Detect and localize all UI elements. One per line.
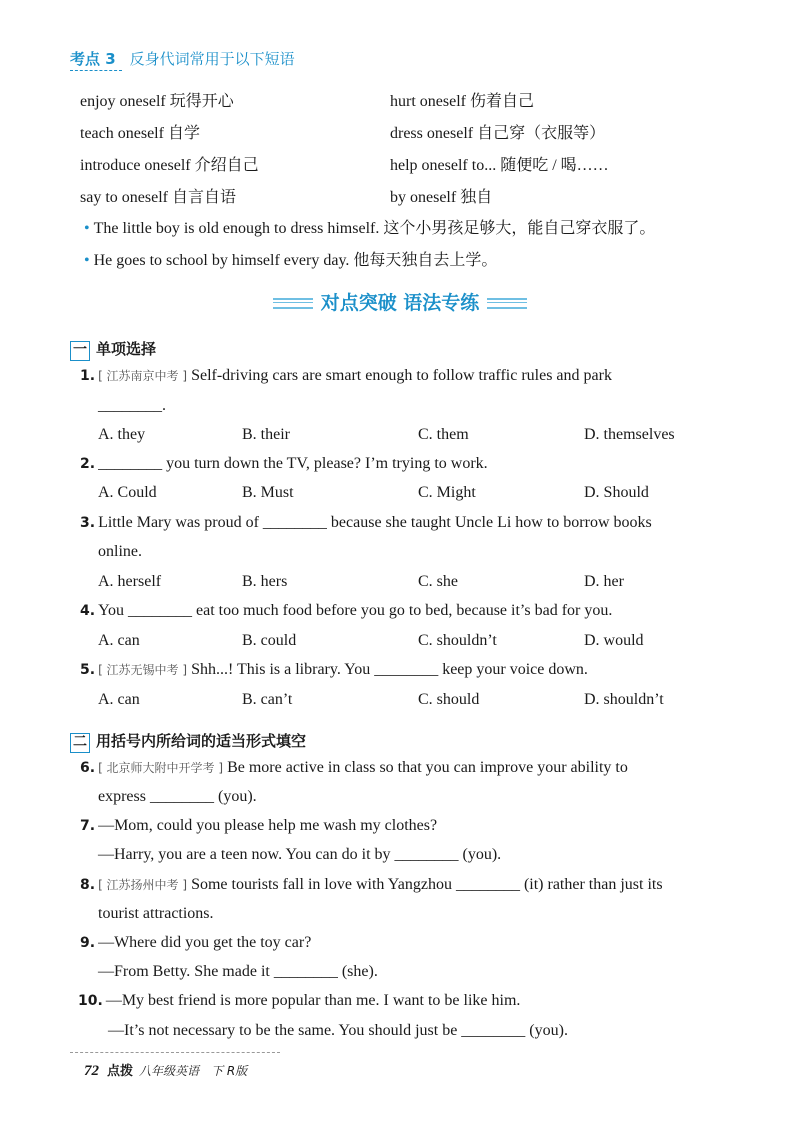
option[interactable]: B. hers bbox=[242, 573, 288, 590]
question-source: [ 江苏南京中考 ] bbox=[98, 369, 188, 383]
option[interactable]: D. would bbox=[584, 632, 644, 649]
option[interactable]: B. their bbox=[242, 426, 290, 443]
kaodian-underline bbox=[70, 70, 122, 71]
phrase-item: say to oneself 自言自语 bbox=[80, 189, 236, 206]
question-4: 4. You ________ eat too much food before you go to bed, because it’s bad for you. bbox=[80, 602, 613, 619]
phrase-item: teach oneself 自学 bbox=[80, 125, 200, 142]
footer-divider bbox=[70, 1052, 280, 1053]
example-sentence: • He goes to school by himself every day. 他每天独自去上学。 bbox=[84, 252, 498, 269]
question-3-line2: online. bbox=[98, 543, 142, 560]
question-10-line2: —It’s not necessary to be the same. You should just be ________ (you). bbox=[108, 1022, 568, 1039]
page-footer bbox=[84, 1060, 247, 1080]
option[interactable]: A. herself bbox=[98, 573, 162, 590]
option[interactable]: C. she bbox=[418, 573, 458, 590]
option[interactable]: D. themselves bbox=[584, 426, 675, 443]
option[interactable]: C. shouldn’t bbox=[418, 632, 497, 649]
question-8: 8. [ 江苏扬州中考 ] Some tourists fall in love with Yangzhou ________ (it) rather than just its bbox=[80, 876, 663, 893]
part-number-box: 一 bbox=[70, 341, 90, 361]
phrase-item: hurt oneself 伤着自己 bbox=[390, 93, 534, 110]
question-1-line2: ________. bbox=[98, 397, 166, 414]
question-5: 5. [ 江苏无锡中考 ] Shh...! This is a library. You ________ keep your voice down. bbox=[80, 661, 588, 678]
bullet-icon: • bbox=[84, 252, 90, 269]
option[interactable]: D. her bbox=[584, 573, 624, 590]
question-1: 1. [ 江苏南京中考 ] Self-driving cars are smart enough to follow traffic rules and park bbox=[80, 367, 612, 384]
question-3: 3. Little Mary was proud of ________ because she taught Uncle Li how to borrow books bbox=[80, 514, 652, 531]
part-heading bbox=[70, 730, 306, 753]
book-grade: 八年级英语 下 R版 bbox=[139, 1064, 248, 1078]
kaodian-heading bbox=[70, 48, 295, 69]
option[interactable]: A. they bbox=[98, 426, 146, 443]
option[interactable]: B. could bbox=[242, 632, 297, 649]
option[interactable]: C. should bbox=[418, 691, 480, 708]
option[interactable]: A. can bbox=[98, 691, 140, 708]
question-source: [ 北京师大附中开学考 ] bbox=[98, 761, 224, 775]
option[interactable]: B. can’t bbox=[242, 691, 293, 708]
question-7-line2: —Harry, you are a teen now. You can do it by ________ (you). bbox=[98, 846, 502, 863]
part-number-box: 二 bbox=[70, 733, 90, 753]
decorative-bars-icon bbox=[487, 298, 527, 309]
question-6: 6. [ 北京师大附中开学考 ] Be more active in class so that you can improve your ability to bbox=[80, 759, 628, 776]
option[interactable]: A. Could bbox=[98, 484, 157, 501]
part-title: 单项选择 bbox=[96, 340, 157, 358]
question-source: [ 江苏无锡中考 ] bbox=[98, 663, 188, 677]
option[interactable]: C. Might bbox=[418, 484, 476, 501]
bullet-icon: • bbox=[84, 220, 90, 237]
question-source: [ 江苏扬州中考 ] bbox=[98, 878, 188, 892]
option[interactable]: D. shouldn’t bbox=[584, 691, 664, 708]
brand-logo: 点拨 bbox=[107, 1064, 134, 1079]
part-heading bbox=[70, 338, 156, 361]
kaodian-number: 考点 3 bbox=[70, 50, 116, 68]
option[interactable]: C. them bbox=[418, 426, 469, 443]
option[interactable]: B. Must bbox=[242, 484, 294, 501]
example-sentence: • The little boy is old enough to dress himself. 这个小男孩足够大，能自己穿衣服了。 bbox=[84, 220, 656, 237]
question-8-line2: tourist attractions. bbox=[98, 905, 214, 922]
kaodian-title: 反身代词常用于以下短语 bbox=[129, 50, 295, 68]
question-9: 9. —Where did you get the toy car? bbox=[80, 934, 312, 951]
phrase-item: by oneself 独自 bbox=[390, 189, 493, 206]
question-10: 10. —My best friend is more popular than me. I want to be like him. bbox=[78, 992, 521, 1009]
decorative-bars-icon bbox=[273, 298, 313, 309]
section-title: 对点突破 语法专练 bbox=[0, 288, 800, 315]
question-9-line2: —From Betty. She made it ________ (she). bbox=[98, 963, 378, 980]
question-2: 2. ________ you turn down the TV, please? I’m trying to work. bbox=[80, 455, 488, 472]
phrase-item: enjoy oneself 玩得开心 bbox=[80, 93, 234, 110]
phrase-item: introduce oneself 介绍自己 bbox=[80, 157, 259, 174]
question-7: 7. —Mom, could you please help me wash my clothes? bbox=[80, 817, 438, 834]
page-number: 72 bbox=[84, 1063, 99, 1079]
phrase-item: dress oneself 自己穿（衣服等） bbox=[390, 125, 606, 142]
part-title: 用括号内所给词的适当形式填空 bbox=[96, 732, 307, 750]
option[interactable]: A. can bbox=[98, 632, 140, 649]
phrase-item: help oneself to... 随便吃 / 喝…… bbox=[390, 157, 609, 174]
question-6-line2: express ________ (you). bbox=[98, 788, 257, 805]
option[interactable]: D. Should bbox=[584, 484, 649, 501]
